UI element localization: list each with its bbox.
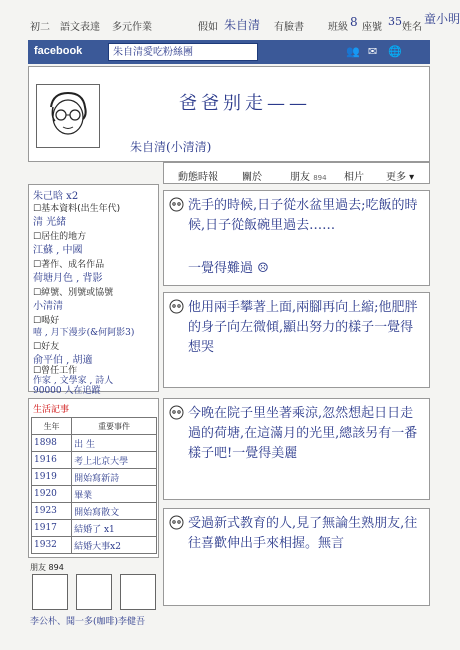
table-row: 1919 開始寫新詩 xyxy=(32,469,157,486)
grade-label: 初二 xyxy=(30,22,50,33)
nick-label: ☐綽號、別號或協號 xyxy=(33,288,114,298)
messages-icon[interactable]: ✉ xyxy=(368,45,378,58)
post-text: 洗手的時候,日子從水盆里過去;吃飯的時候,日子從飯碗里過去…… xyxy=(188,198,418,233)
notifications-icon[interactable]: 🌐 xyxy=(388,45,402,58)
works-value: 荷塘月色 , 背影 xyxy=(33,273,103,284)
works-label: ☐著作、成名作品 xyxy=(33,260,105,270)
friend-avatar[interactable] xyxy=(76,574,112,610)
basic-value: 清 光緒 xyxy=(33,217,67,228)
col-event: 重要事件 xyxy=(72,418,157,435)
avatar-icon xyxy=(169,299,184,314)
title-suffix: 有臉書 xyxy=(274,22,304,33)
class-value: 8 xyxy=(350,15,358,29)
friends-icon[interactable]: 👥 xyxy=(346,45,360,58)
profile-name[interactable]: 朱自清(小清清) xyxy=(130,140,212,154)
title-name: 朱自清 xyxy=(224,18,261,32)
living-value: 江蘇 , 中國 xyxy=(33,245,83,256)
name-label: 姓名 xyxy=(402,22,422,33)
hobby-value: 俞平伯 , 胡適 xyxy=(33,355,93,366)
friend-avatar[interactable] xyxy=(32,574,68,610)
cover-headline: 爸爸别走—— xyxy=(179,93,311,114)
post-text: 今晚在院子里坐著乘涼,忽然想起日日走過的荷塘,在這滿月的光里,總該另有一番樣子吧!一覺得美麗 xyxy=(188,406,418,461)
friends-names: 李公朴、聞一多(咖啡)李健吾 xyxy=(30,617,146,627)
living-label: ☐居住的地方 xyxy=(33,232,87,242)
tab-about[interactable]: 關於 xyxy=(242,172,262,183)
table-header-row xyxy=(32,418,157,435)
col-year: 生年 xyxy=(32,418,72,435)
career-label: ☐曾任工作 xyxy=(33,366,78,376)
avatar-icon xyxy=(169,197,184,212)
table-row: 1932 結婚大事x2 xyxy=(32,537,157,554)
career-value: 作家 , 文學家 , 詩人 xyxy=(33,376,114,386)
seat-value: 35 xyxy=(388,15,402,28)
table-row: 1923 開始寫散文 xyxy=(32,503,157,520)
portrait-sketch-icon xyxy=(37,85,99,147)
seat-label: 座號 xyxy=(362,22,382,33)
tab-timeline[interactable]: 動態時報 xyxy=(178,172,218,183)
nickname-note: 朱己晗 x2 xyxy=(33,191,79,202)
profile-info-panel xyxy=(28,184,159,396)
post-feeling: 一覺得難過 ☹ xyxy=(188,261,269,276)
timeline-table xyxy=(31,417,157,554)
post-text: 受過新式教育的人,見了無論生熟朋友,往往喜歡伸出手來相握。無言 xyxy=(188,516,418,551)
post-card[interactable] xyxy=(163,508,430,606)
worksheet-header xyxy=(30,12,460,34)
avatar-icon xyxy=(169,515,184,530)
avatar[interactable] xyxy=(36,84,100,148)
basic-label: ☐基本資料(出生年代) xyxy=(33,204,121,214)
hobby-label: ☐好友 xyxy=(33,342,60,352)
post-text: 他用兩手攀著上面,兩腳再向上縮;他肥胖的身子向左微傾,顯出努力的樣子一覺得想哭 xyxy=(188,300,418,355)
post-card[interactable] xyxy=(163,190,430,286)
table-row: 1917 結婚了 x1 xyxy=(32,520,157,537)
tab-more[interactable]: 更多 ▾ xyxy=(386,172,415,183)
facebook-bar xyxy=(28,40,430,64)
class-label: 班級 xyxy=(328,22,348,33)
job-value: 嘻 , 月下漫步(&何阿影3) xyxy=(33,328,135,338)
post-card[interactable] xyxy=(163,398,430,500)
friend-avatar[interactable] xyxy=(120,574,156,610)
profile-tabs xyxy=(163,162,430,184)
followers-count: 90000 人在追蹤 xyxy=(33,386,101,396)
table-row: 1898 出 生 xyxy=(32,435,157,452)
job-label: ☐喝好 xyxy=(33,316,60,326)
nick-value: 小清清 xyxy=(33,301,63,312)
subject-label: 語文表達 xyxy=(60,22,100,33)
table-row: 1920 畢業 xyxy=(32,486,157,503)
avatar-icon xyxy=(169,405,184,420)
name-value: 童小明 xyxy=(424,12,460,26)
title-prefix: 假如 xyxy=(198,22,218,33)
search-input[interactable]: 朱自清愛吃粉絲團 xyxy=(108,43,258,61)
assignment-label: 多元作業 xyxy=(112,22,152,33)
tab-photos[interactable]: 相片 xyxy=(344,172,364,183)
tab-friends[interactable]: 朋友 894 xyxy=(290,172,327,183)
friends-title: 朋友 894 xyxy=(30,563,64,572)
life-timeline xyxy=(28,398,159,558)
table-row: 1916 考上北京大學 xyxy=(32,452,157,469)
friends-panel xyxy=(28,562,159,642)
post-card[interactable] xyxy=(163,292,430,388)
timeline-title: 生活記事 xyxy=(33,405,70,415)
facebook-logo: facebook xyxy=(34,45,83,57)
